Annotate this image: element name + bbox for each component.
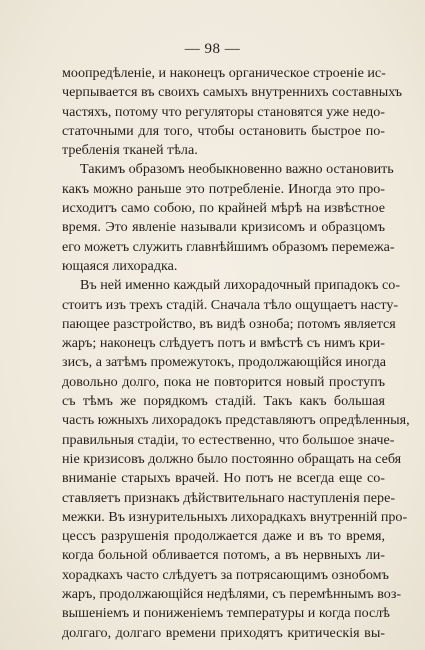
- text-line: требленія тканей тѣла.: [62, 142, 198, 159]
- text-line: съ тѣмъ же порядкомъ стадій. Такъ какъ большая: [62, 393, 385, 410]
- text-line: часть южныхъ лихорадокъ представляютъ опредѣленныя,: [62, 412, 410, 429]
- text-line: жаръ, продолжающійся недѣлями, съ перемѣннымъ воз-: [62, 586, 402, 603]
- text-line: правильныя стадіи, то естественно, что большое значе-: [62, 431, 395, 448]
- text-line: хорадкахъ часто слѣдуетъ за потрясающимъ ознобомъ: [62, 566, 389, 583]
- text-line: исходитъ само собою, по крайней мѣрѣ на извѣстное: [62, 200, 385, 217]
- text-line: ющаяся лихорадка.: [62, 257, 178, 274]
- body-text: [62, 64, 410, 643]
- text-line: межки. Въ изнурительныхъ лихорадкахъ внутренній про-: [62, 508, 408, 525]
- text-line: статочными для того, чтобы остановить быстрое по-: [62, 122, 385, 139]
- text-line: вниманіе старыхъ врачей. Но потъ не всегда еще со-: [62, 470, 385, 487]
- text-line: ніе кризисовъ должно было постоянно обращать на себя: [62, 450, 402, 467]
- text-line: цессъ разрушенія продолжается даже и въ то время,: [62, 528, 385, 545]
- text-line: Такимъ образомъ необыкновенно важно остановить: [80, 161, 394, 178]
- text-line: частяхъ, потому что регуляторы становятся уже недо-: [62, 103, 385, 120]
- text-line: жаръ; наконецъ слѣдуетъ потъ и вмѣстѣ съ нимъ кри-: [62, 335, 385, 352]
- text-line: ставляетъ признакъ дѣйствительнаго наступленія пере-: [62, 489, 396, 506]
- text-line: его можетъ служить главнѣйшимъ образомъ перемежа-: [62, 238, 395, 255]
- page-number: — 98 —: [184, 41, 241, 57]
- text-line: когда больной обливается потомъ, а въ нервныхъ ли-: [62, 547, 385, 564]
- text-line: стоитъ изъ трехъ стадій. Сначала тѣло ощущаетъ насту-: [62, 296, 399, 313]
- text-line: пающее разстройство, въ видѣ озноба; потомъ является: [62, 315, 396, 332]
- text-line: Въ ней именно каждый лихорадочный припадокъ со-: [80, 277, 401, 294]
- text-line: время. Это явленіе называли кризисомъ и образцомъ: [62, 219, 385, 236]
- text-line: вышеніемъ и пониженіемъ температуры и когда послѣ: [62, 605, 390, 622]
- text-line: черпывается въ своихъ самыхъ внутреннихъ составныхъ: [62, 84, 402, 101]
- text-line: моопредѣленіе, и наконецъ органическое строеніе ис-: [62, 65, 386, 81]
- text-line: долгаго, долгаго времени приходятъ критическія вы-: [62, 624, 385, 641]
- text-line: довольно долго, пока не повторится новый проступъ: [62, 373, 385, 390]
- text-line: какъ можно раньше это потребленіе. Иногда это про-: [62, 180, 385, 197]
- text-line: зисъ, а затѣмъ промежутокъ, продолжающійся иногда: [62, 354, 387, 371]
